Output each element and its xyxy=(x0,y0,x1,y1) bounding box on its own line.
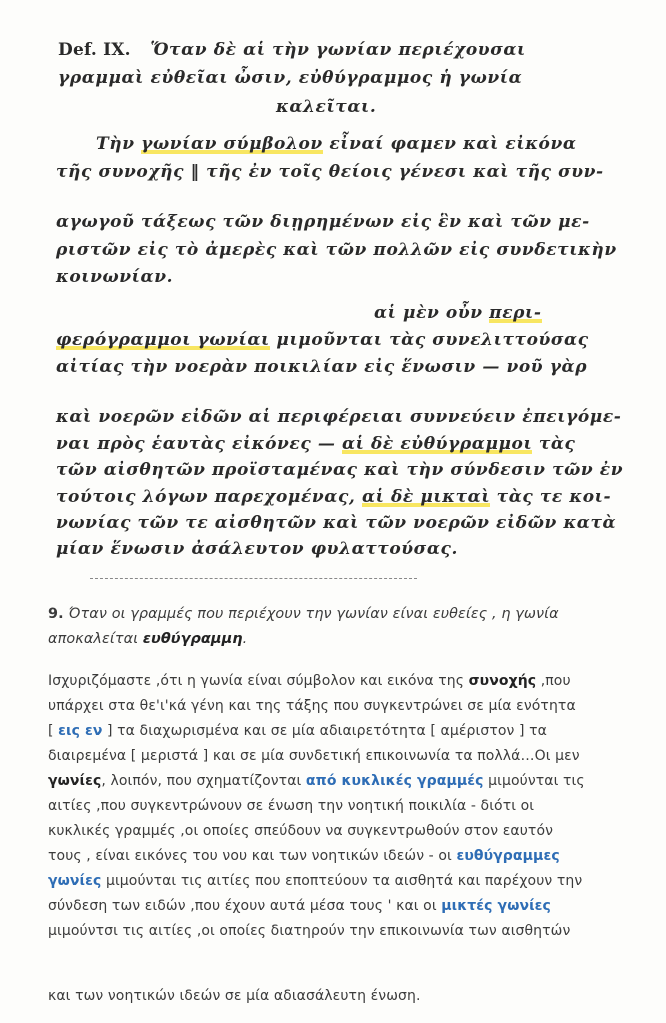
text-run: σύνδεση των ειδών ,που έχουν αυτά μέσα τους ' και οι xyxy=(48,898,442,914)
blue-term: ευθύγραμμες xyxy=(456,848,560,864)
paragraph-3-line-2 xyxy=(56,434,576,454)
paragraph-1-line-1 xyxy=(96,134,577,154)
text-run: τὰς xyxy=(532,434,576,454)
paragraph-1-line-2 xyxy=(56,162,604,182)
text-run: αποκαλείται xyxy=(48,631,143,647)
translation-line-1 xyxy=(48,673,571,689)
highlighted-phrase: αἱ δὲ μικταὶ xyxy=(361,487,491,507)
text-run: [ xyxy=(48,723,59,739)
translation-heading-line-2 xyxy=(48,631,247,647)
definition-line-2: γραμμαὶ εὐθεῖαι ὦσιν, εὐθύγραμμος ἡ γωνία xyxy=(58,68,523,88)
text-run: Όταν οι γραμμές που περιέχουν την γωνίαν είναι ευθείες , η γωνία xyxy=(63,606,559,622)
paragraph-3-line-1: καὶ νοερῶν εἰδῶν αἱ περιφέρειαι συννεύειν ἐπειγόμε- xyxy=(56,407,622,427)
highlighted-phrase: γωνίαν σύμβολον xyxy=(141,134,323,154)
paragraph-1-line-3: αγωγοῦ τάξεως τῶν διῃρημένων εἰς ἓν καὶ τῶν με- xyxy=(56,212,590,232)
text-run: Ισχυριζόμαστε ,ότι η γωνία είναι σύμβολον και εικόνα της xyxy=(48,673,469,689)
text-run: μιμούνται τις xyxy=(483,773,585,789)
translation-heading-line-1 xyxy=(48,606,559,622)
page-break-marker: ‖ xyxy=(190,162,200,182)
translation-line-2: υπάρχει στα θε'ι'κά γένη και της τάξης που συγκεντρώνει σε μία ενότητα xyxy=(48,698,576,714)
paragraph-1-line-5: κοινωνίαν. xyxy=(56,267,174,287)
translation-line-5 xyxy=(48,773,585,789)
highlighted-phrase: περι- xyxy=(489,303,542,323)
text-run: , λοιπόν, που σχηματίζονται xyxy=(101,773,306,789)
dashed-separator xyxy=(90,578,417,579)
definition-text: Ὅταν δὲ αἱ τὴν γωνίαν περιέχουσαι xyxy=(150,40,526,60)
text-run: μιμούνται τις αιτίες που εποπτεύουν τα αισθητά και παρέχουν την xyxy=(101,873,583,889)
text-run: αἱ μὲν οὖν xyxy=(374,303,490,323)
text-run: τους , είναι εικόνες του νου και των νοητικών ιδεών - οι xyxy=(48,848,457,864)
translation-line-6: αιτίες ,που συγκεντρώνουν σε ένωση την νοητική ποικιλία - διότι οι xyxy=(48,798,535,814)
blue-term: εις εν xyxy=(58,723,103,739)
key-term: γωνίες xyxy=(48,773,102,789)
paragraph-2-line-1 xyxy=(374,303,542,323)
translation-line-8 xyxy=(48,848,560,864)
text-run: τὰς τε κοι- xyxy=(490,487,612,507)
key-term: συνοχής xyxy=(468,673,537,689)
translation-line-12: και των νοητικών ιδεών σε μία αδιασάλευτη ένωση. xyxy=(48,988,421,1004)
text-run: ,που xyxy=(536,673,571,689)
blue-term: γωνίες xyxy=(48,873,102,889)
text-run: τούτοις λόγων παρεχομένας, xyxy=(56,487,362,507)
translation-line-4: διαιρεμένα [ μεριστά ] και σε μία συνδετική επικοινωνία τα πολλά…Οι μεν xyxy=(48,748,580,764)
text-run: εἶναί φαμεν καὶ εἰκόνα xyxy=(322,134,577,154)
paragraph-3-line-4 xyxy=(56,487,611,507)
paragraph-2-line-2 xyxy=(56,330,589,350)
blue-term: από κυκλικές γραμμές xyxy=(305,773,484,789)
paragraph-3-line-3: τῶν αἰσθητῶν προϊσταμένας καὶ τὴν σύνδεσιν τῶν ἐν xyxy=(56,460,624,480)
text-run: Τὴν xyxy=(96,134,142,154)
definition-label: Def. IX. xyxy=(58,40,131,60)
paragraph-2-line-3: αἰτίας τὴν νοερὰν ποικιλίαν εἰς ἕνωσιν — νοῦ γὰρ xyxy=(56,357,588,377)
text-run: ναι πρὸς ἑαυτὰς εἰκόνες — xyxy=(56,434,342,454)
highlighted-phrase: αἱ δὲ εὐθύγραμμοι xyxy=(341,434,533,454)
translation-line-11: μιμούντσι τις αιτίες ,οι οποίες διατηρούν την επικοινωνία των αισθητών xyxy=(48,923,571,939)
text-run: ] τα διαχωρισμένα και σε μία αδιαιρετότητα [ αμέριστον ] τα xyxy=(102,723,547,739)
definition-line-3: καλεῖται. xyxy=(276,97,377,117)
paragraph-1-line-4: ριστῶν εἰς τὸ ἀμερὲς καὶ τῶν πολλῶν εἰς συνδετικὴν xyxy=(56,240,617,260)
text-run: τῆς ἐν τοῖς θείοις γένεσι καὶ τῆς συν- xyxy=(199,162,604,182)
text-run: τῆς συνοχῆς xyxy=(56,162,191,182)
paragraph-3-line-5: νωνίας τῶν τε αἰσθητῶν καὶ τῶν νοερῶν εἰδῶν κατὰ xyxy=(56,513,617,533)
key-term: ευθύγραμμη xyxy=(142,631,243,647)
definition-line-1 xyxy=(58,40,526,60)
text-run: μιμοῦνται τὰς συνελιττούσας xyxy=(269,330,589,350)
translation-line-7: κυκλικές γραμμές ,οι οποίες σπεύδουν να συγκεντρωθούν στον εαυτόν xyxy=(48,823,554,839)
blue-term: μικτές γωνίες xyxy=(441,898,551,914)
section-number: 9. xyxy=(48,606,64,622)
translation-line-9 xyxy=(48,873,582,889)
translation-line-10 xyxy=(48,898,551,914)
paragraph-3-line-6: μίαν ἕνωσιν ἀσάλευτον φυλαττούσας. xyxy=(56,539,458,559)
translation-line-3 xyxy=(48,723,547,739)
highlighted-phrase: φερόγραμμοι γωνίαι xyxy=(56,330,270,350)
text-run: . xyxy=(242,631,248,647)
